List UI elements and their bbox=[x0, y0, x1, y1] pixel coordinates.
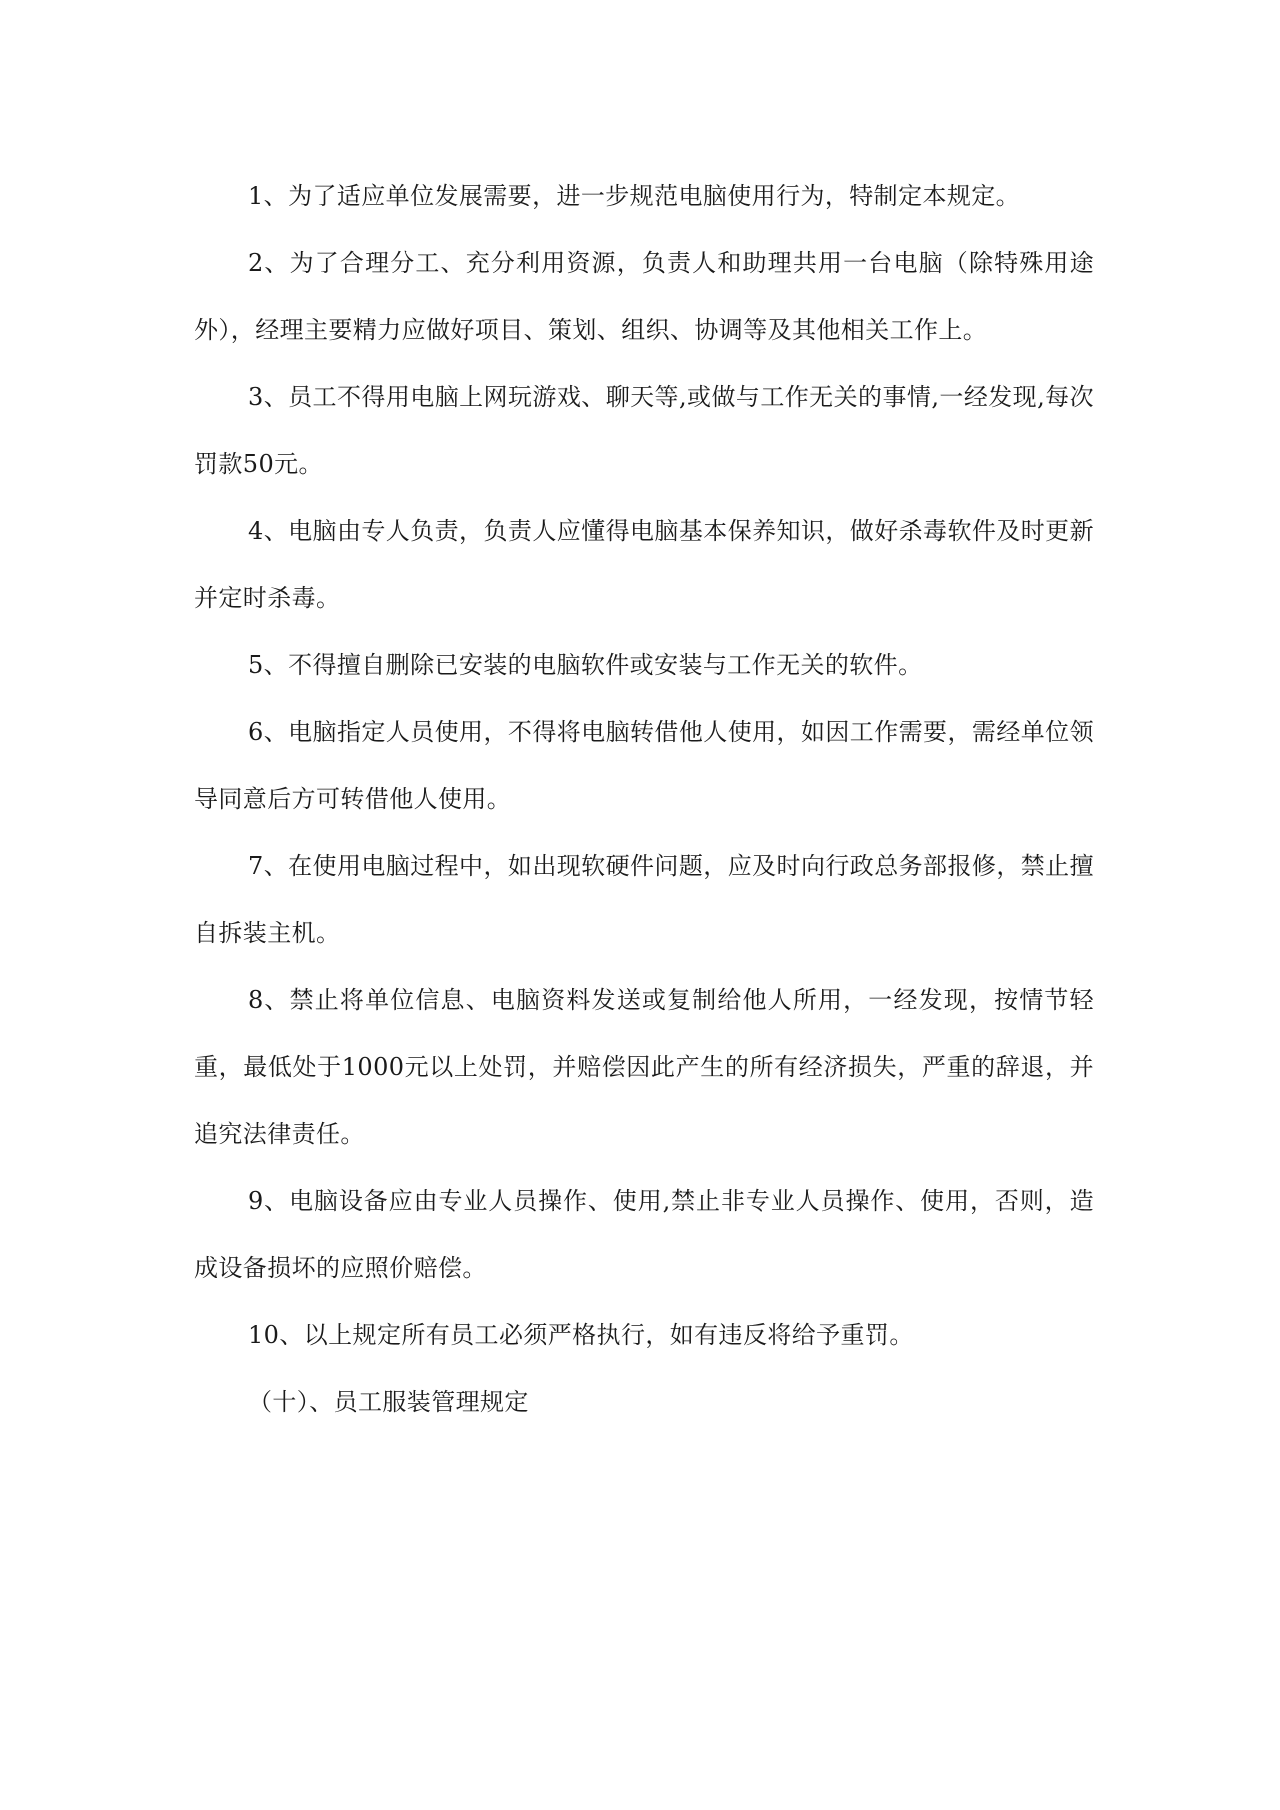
section-heading: （十）、员工服装管理规定 bbox=[248, 1388, 529, 1416]
paragraph-3: 3、员工不得用电脑上网玩游戏、聊天等,或做与工作无关的事情,一经发现,每次罚款50元。 bbox=[194, 383, 1094, 478]
paragraph-5: 5、不得擅自删除已安装的电脑软件或安装与工作无关的软件。 bbox=[248, 651, 923, 679]
paragraph-8: 8、禁止将单位信息、电脑资料发送或复制给他人所用，一经发现，按情节轻重，最低处于1000元以上处罚，并赔偿因此产生的所有经济损失，严重的辞退，并追究法律责任。 bbox=[194, 986, 1094, 1148]
paragraph-10: 10、以上规定所有员工必须严格执行，如有违反将给予重罚。 bbox=[248, 1321, 914, 1349]
paragraph-1: 1、为了适应单位发展需要，进一步规范电脑使用行为，特制定本规定。 bbox=[248, 182, 1021, 210]
paragraph-2: 2、为了合理分工、充分利用资源，负责人和助理共用一台电脑（除特殊用途外），经理主要精力应做好项目、策划、组织、协调等及其他相关工作上。 bbox=[194, 249, 1094, 344]
paragraph-4: 4、电脑由专人负责，负责人应懂得电脑基本保养知识，做好杀毒软件及时更新并定时杀毒。 bbox=[194, 517, 1094, 612]
paragraph-6: 6、电脑指定人员使用，不得将电脑转借他人使用，如因工作需要，需经单位领导同意后方可转借他人使用。 bbox=[194, 718, 1094, 813]
paragraph-7: 7、在使用电脑过程中，如出现软硬件问题，应及时向行政总务部报修，禁止擅自拆装主机。 bbox=[194, 852, 1094, 947]
paragraph-9: 9、电脑设备应由专业人员操作、使用,禁止非专业人员操作、使用，否则，造成设备损坏的应照价赔偿。 bbox=[194, 1187, 1094, 1282]
document-body bbox=[194, 163, 1094, 1436]
